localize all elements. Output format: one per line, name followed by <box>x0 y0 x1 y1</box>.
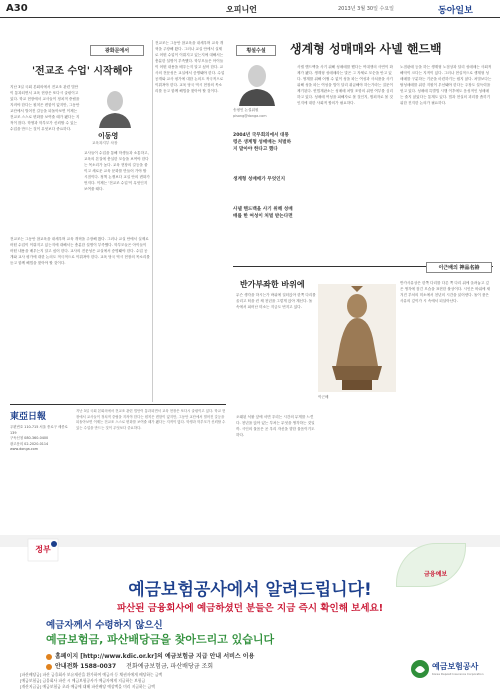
columnist-name: 송평인 논설위원 <box>233 108 259 112</box>
column2-body: 전교조는 그동안 참교육을 내세우며 교육 개혁을 주장해 왔다. 그러나 교실 안에서 실제로 어떤 수업이 이뤄지고 있는지에 대해서는 충분한 설명이 부족했다. 학부모들은 아이들이 어떤 내용을 배우는지 알고 싶어 한다. 교사의 전문성은 교실에서 증명돼야 한다. 수업 공개와 교사 평가에 대한 논의도 적극적으로 이뤄져야 한다. 교육 당국 역시 현장의 목소리를 듣고 함께 해법을 찾아야 할 것이다. <box>155 41 225 93</box>
masthead-info: 우편번호 110-715 서울 종로구 세종로 139 구독신청 080-360-0400 광고문의 02-2020-0114 www.donga.com <box>10 425 68 451</box>
ad-headline-3: 예금자께서 수령하지 않으신 <box>46 620 163 631</box>
column3-box-title: 횡설수설 <box>236 45 276 56</box>
column-body-intro: 지난 3일 국회 본회의에서 전교조 관련 법안이 통과되면서 교육 현장은 또다시 술렁이고 있다. 학교 현장에서 교사들이 정치적 중립을 지켜야 한다는 원칙은 변함이 없지만, 그동안 교단에서 벌어진 갈등을 되돌아보면 이제는 전교조 스스로 변화를 보여줄 때가 됐다는 지적이 많다. 학생과 학부모가 신뢰할 수 있는 수업을 만드는 것이 무엇보다 중요하다. <box>10 85 80 131</box>
author-role: 교육복지부 차장 <box>92 141 118 145</box>
column-body-main: 전교조는 그동안 참교육을 내세우며 교육 개혁을 주장해 왔다. 그러나 교실 안에서 실제로 어떤 수업이 이뤄지고 있는지에 대해서는 충분한 설명이 부족했다. 학부모들은 아이들이 어떤 내용을 배우는지 알고 싶어 한다. 교사의 전문성은 교실에서 증명돼야 한다. 수업 공개와 교사 평가에 대한 논의도 적극적으로 이뤄져야 한다. 교육 당국 역시 현장의 목소리를 듣고 함께 해법을 찾아야 할 것이다. <box>10 237 150 265</box>
author-photo <box>93 86 137 128</box>
poem-commentary: 반가사유상은 한쪽 다리를 다른 쪽 다리 위에 올려놓고 깊은 생각에 잠긴 모습을 표현한 불상이다. 시인은 바위에 새겨진 부처의 미소에서 천년의 시간을 읽어낸다. 돌이 품은 사유의 깊이가 시 속에서 되살아난다. <box>400 281 491 303</box>
statue-caption: 이근배 <box>318 395 329 399</box>
issue-date: 2013년 3월 30일 수요일 <box>338 6 395 12</box>
ad-headline-4: 예금보험금, 파산배당금을 찾아드리고 있습니다 <box>46 633 275 646</box>
poem-title: 반가부좌한 바위에 <box>240 279 305 289</box>
newspaper-logo: 동아일보 <box>438 6 473 16</box>
column3-headline: 생계형 성매매와 사넬 핸드백 <box>290 42 442 56</box>
ad-headline-2: 파산된 금융회사에 예금하셨던 분들은 지금 즉시 확인해 보세요! <box>116 603 384 614</box>
pull-quote-2: 생계형 성매매가 무엇인지 <box>233 177 286 182</box>
ad-fine-3: [개산지급금] 예금보험금 초과 예금에 대해 파산배당 예상액을 미리 지급하는 금액 <box>20 684 155 689</box>
column4-body: 노점판매 등을 하는 생계형 노점상과 달리 성매매는 사회적 해악이 크다는 지적이 있다. 그러나 현실적으로 생계형 성매매를 구분하는 기준을 마련하기는 쉽지 않다. 처벌보다는 탈성매매를 위한 지원이 우선돼야 한다는 주장도 설득력을 얻고 있다. 성매매 특별법 시행 이후에도 음성적인 성매매는 줄지 않았다는 통계도 있다. 법과 현실의 괴리를 좁히기 위한 진지한 논의가 필요하다. <box>400 65 492 105</box>
bullet-icon <box>46 664 52 670</box>
page-header <box>0 0 500 18</box>
ad-badge: 금융예보 <box>424 571 448 578</box>
svg-text:정부: 정부 <box>35 545 51 554</box>
poem-body: 무슨 생각을 하시는가 바위에 걸터앉아 한쪽 다리를 올리고 턱을 괸 채 천년을 그렇게 앉아 계신다. 돌 속에서 피어난 미소는 지금도 번지고 있다. <box>236 293 316 309</box>
columnist-photo <box>233 60 281 106</box>
page-number: A30 <box>6 3 28 14</box>
kdic-logo-text: 예금보험공사 <box>432 662 479 671</box>
kdic-logo-icon <box>410 659 430 679</box>
author-name: 이동영 <box>98 132 119 140</box>
ad-emblem-icon <box>24 535 64 565</box>
masthead-logo: 東亞日報 <box>10 412 47 422</box>
section-name: 오피니언 <box>226 5 257 14</box>
pull-quote-3: 사넬 핸드백을 사기 위해 성매매를 한 여성이 처벌 받는다면 <box>233 207 293 219</box>
ad-info-homepage: 홈페이지 [http://www.kdic.or.kr]의 예금보험금 지급 안내 서비스 이용 <box>46 651 254 660</box>
column-body-side: 교사들이 수업을 통해 학생들과 소통하고, 교육의 본질에 충실한 모습을 보여야 한다는 목소리가 높다. 교육 현장의 갈등을 줄이고 새로운 교육 문화를 만들어 가야 할 시점이다. 정책 논쟁보다 교실 안의 변화가 먼저다. 이제는 '전교조 수업'이 무엇인지 보여줄 때다. <box>84 151 150 191</box>
kdic-logo-sub: Korea Deposit Insurance Corporation <box>432 672 484 676</box>
masthead-box <box>10 404 226 522</box>
poem-box-title: 이근배의 神品名詩 <box>426 262 492 273</box>
ad-headline-1: 예금보험공사에서 알려드립니다! <box>128 580 372 600</box>
masthead-detail: 지난 3일 국회 본회의에서 전교조 관련 법안이 통과되면서 교육 현장은 또다시 술렁이고 있다. 학교 현장에서 교사들이 정치적 중립을 지켜야 한다는 원칙은 변함이 없지만, 그동안 교단에서 벌어진 갈등을 되돌아보면 이제는 전교조 스스로 변화를 보여줄 때가 됐다는 지적이 많다. 학생과 학부모가 신뢰할 수 있는 수업을 만드는 것이 무엇보다 중요하다. <box>76 409 226 430</box>
column3-body: 사넬 핸드백을 사기 위해 성매매를 했다는 여대생의 사연이 화제가 됐다. 생계형 성매매라는 말은 그 자체로 모순을 안고 있다. 생계를 위해 어쩔 수 없이 성을 파는 여성과 사치품을 사기 위해 성을 파는 여성을 법이 달리 취급해야 하는가라는 질문이 제기된다. 헌법재판소는 성매매 처벌 조항의 위헌 여부를 심리하고 있다. 성매매 여성을 피해자로 볼 것인지, 범죄자로 볼 것인지에 대한 사회적 합의가 필요하다. <box>297 65 393 105</box>
column-headline: '전교조 수업' 시작해야 <box>32 66 133 77</box>
statue-image <box>318 284 396 392</box>
poem-comment: 오래된 석불 앞에 서면 우리는 시간의 무게를 느낀다. 천년을 앉아 있는 부처는 무엇을 생각하는 것일까. 시인의 물음은 곧 우리 자신을 향한 물음이기도 하다. <box>236 415 315 437</box>
pull-quote-1: 2004년 국무회의에서 대통령은 생계형 성매매는 처벌하지 말아야 한다고 했다 <box>233 133 292 152</box>
ad-fine-1: [파산배당금] 파산 금융회사 보유재산을 환가하여 예금자 등 채권자에게 배당하는 금액 <box>20 672 163 677</box>
column-box-title: 광화문에서 <box>90 45 144 56</box>
column-divider <box>152 40 153 402</box>
ad-corner-logo <box>410 653 496 687</box>
advertisement <box>0 535 500 691</box>
ad-fine-2: [예금보험금] 금융회사 파산 시 예금보험공사가 예금자에게 지급하는 보험금 <box>20 678 146 683</box>
ad-info-phone: 안내전화 1588-0037 전화예금보험금, 파산배당금 조회 <box>46 661 213 670</box>
columnist-email: pisong@donga.com <box>233 114 267 118</box>
bullet-icon <box>46 654 52 660</box>
